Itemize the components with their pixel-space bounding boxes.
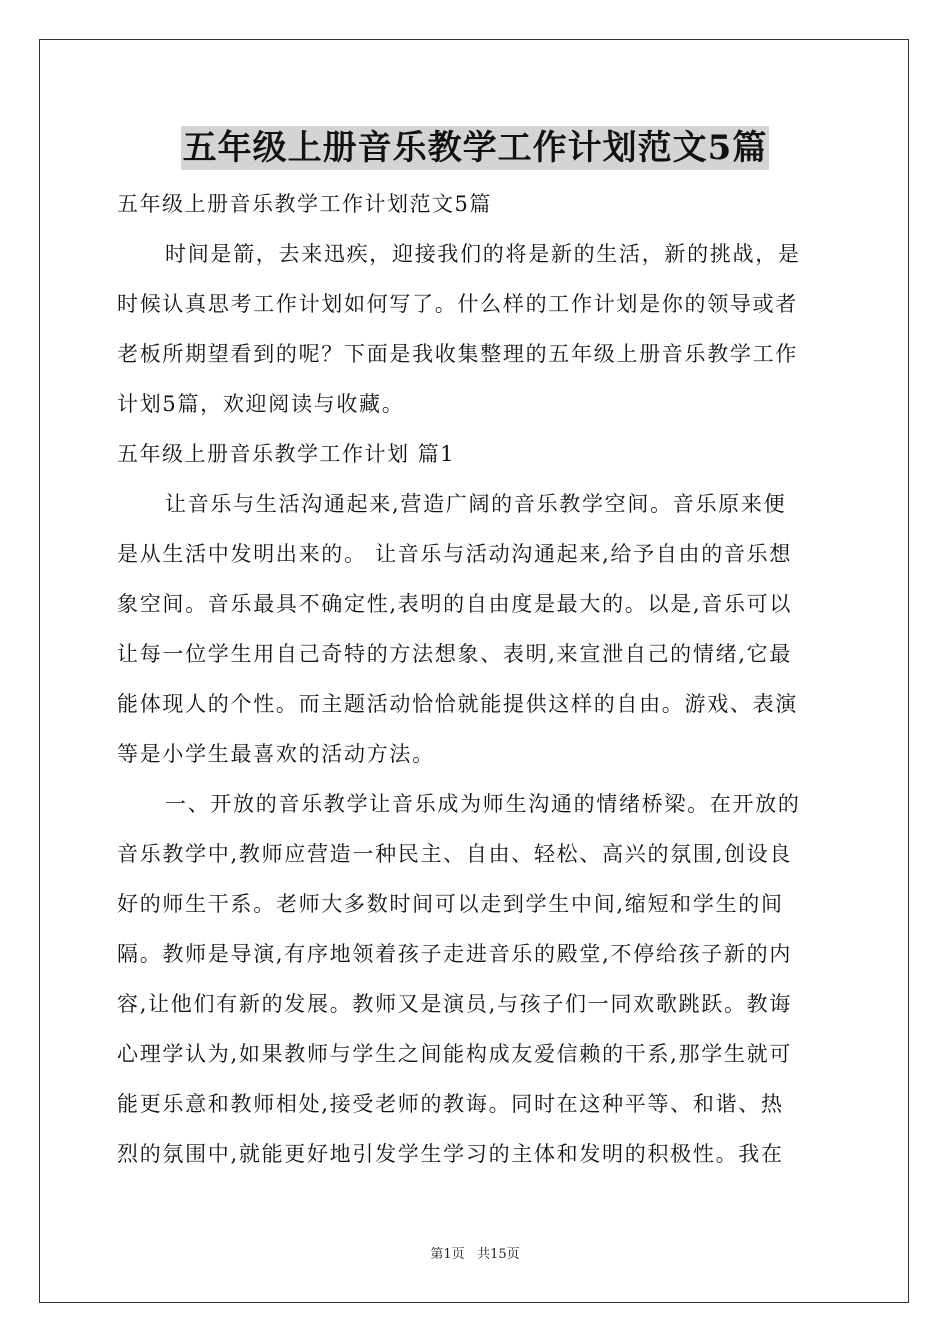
page-total: 共15页 [477,1247,520,1262]
text-line: 容,让他们有新的发展。教师又是演员,与孩子们一同欢歌跳跃。教诲 [117,992,793,1016]
text-line: 时候认真思考工作计划如何写了。什么样的工作计划是你的领导或者 [117,292,798,316]
text-line: 音乐教学中,教师应营造一种民主、自由、轻松、高兴的氛围,创设良 [117,842,793,866]
page-footer [0,1246,950,1264]
text-line: 隔。教师是导演,有序地领着孩子走进音乐的殿堂,不停给孩子新的内 [117,942,793,966]
text-line: 时间是箭，去来迅疾，迎接我们的将是新的生活，新的挑战，是 [165,242,801,266]
text-line: 能体现人的个性。而主题活动恰恰就能提供这样的自由。游戏、表演 [117,692,798,716]
text-line: 烈的氛围中,就能更好地引发学生学习的主体和发明的积极性。我在 [117,1142,784,1166]
text-line: 象空间。音乐最具不确定性,表明的自由度是最大的。以是,音乐可以 [117,592,793,616]
text-line: 让音乐与生活沟通起来,营造广阔的音乐教学空间。音乐原来便 [165,492,787,516]
text-line: 能更乐意和教师相处,接受老师的教诲。同时在这种平等、和谐、热 [117,1092,784,1116]
document-title: 五年级上册音乐教学工作计划范文5篇 [182,128,768,168]
title-container [0,126,950,170]
text-line: 好的师生干系。老师大多数时间可以走到学生中间,缩短和学生的间 [117,892,784,916]
section-heading: 五年级上册音乐教学工作计划 篇1 [117,442,456,466]
page-number: 第1页 [430,1247,465,1262]
document-body [117,180,835,1180]
text-line: 计划5篇，欢迎阅读与收藏。 [117,392,405,416]
text-line: 老板所期望看到的呢？下面是我收集整理的五年级上册音乐教学工作 [117,342,798,366]
text-line: 心理学认为,如果教师与学生之间能构成友爱信赖的干系,那学生就可 [117,1042,793,1066]
text-line: 一、开放的音乐教学让音乐成为师生沟通的情绪桥梁。在开放的 [165,792,801,816]
text-line: 让每一位学生用自己奇特的方法想象、表明,来宣泄自己的情绪,它最 [117,642,793,666]
text-line: 等是小学生最喜欢的活动方法。 [117,742,435,766]
text-line: 是从生活中发明出来的。 让音乐与活动沟通起来,给予自由的音乐想 [117,542,793,566]
document-subtitle: 五年级上册音乐教学工作计划范文5篇 [117,192,492,216]
